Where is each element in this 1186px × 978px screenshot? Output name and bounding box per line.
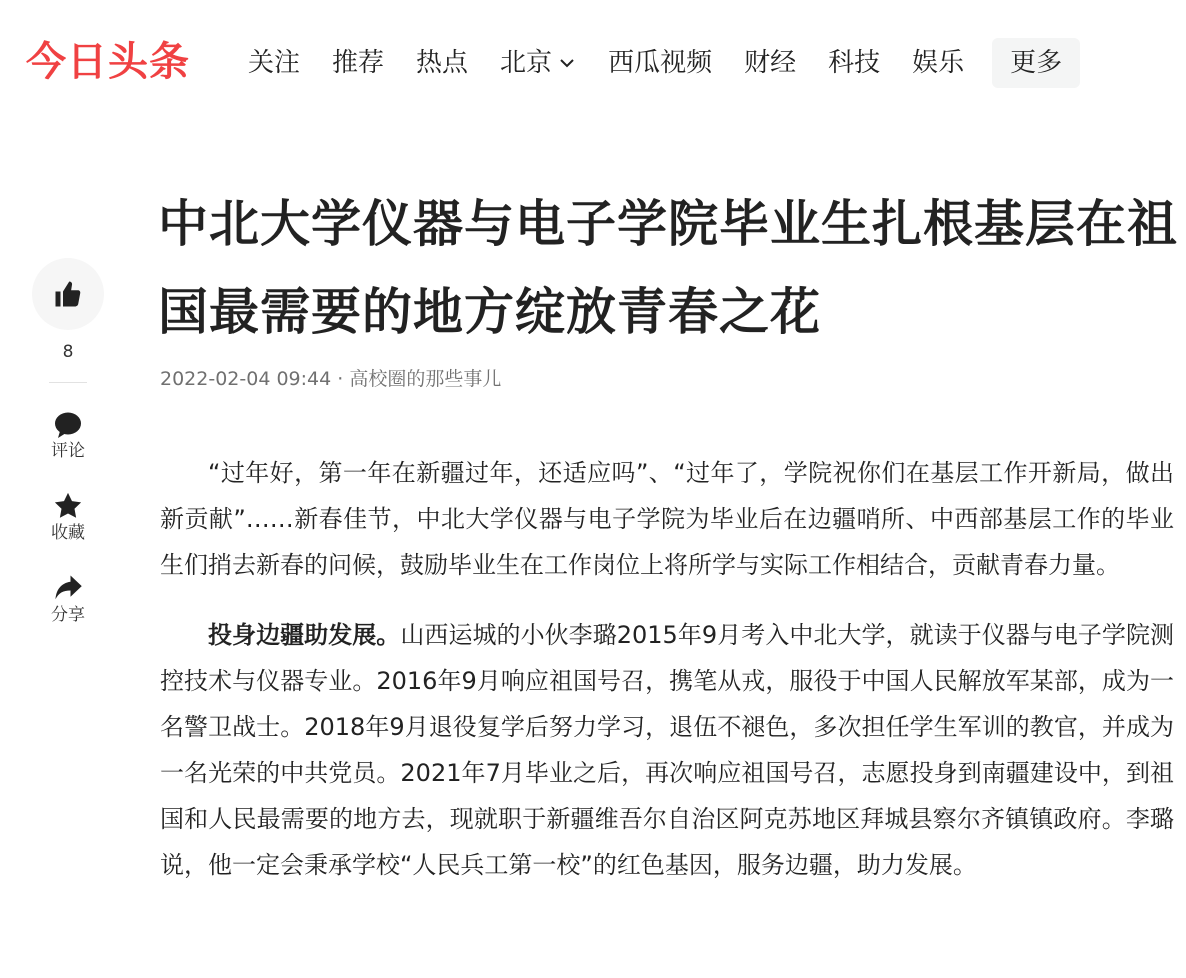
article-title: 中北大学仪器与电子学院毕业生扎根基层在祖国最需要的地方绽放青春之花 (158, 195, 1178, 341)
share-icon (52, 573, 84, 603)
nav-more-button[interactable]: 更多 (992, 38, 1080, 88)
nav-item-entertainment[interactable]: 娱乐 (912, 48, 965, 78)
paragraph-lead: 投身边疆助发展。 (208, 621, 401, 649)
nav-item-hot[interactable]: 热点 (416, 48, 469, 78)
comment-icon (53, 411, 83, 439)
favorite-button[interactable]: 收藏 (51, 491, 85, 543)
toutiao-logo[interactable]: 今日头条 (26, 39, 190, 85)
paragraph-text: 山西运城的小伙李璐2015年9月考入中北大学，就读于仪器与电子学院测控技术与仪器专业。2016年9月响应祖国号召，携笔从戎，服役于中国人民解放军某部，成为一名警卫战士。2018年9月退役复学后努力学习，退伍不褪色，多次担任学生军训的教官，并成为一名光荣的中共党员。2021年7月毕业之后，再次响应祖国号召，志愿投身到南疆建设中，到祖国和人民最需要的地方去，现就职于新疆维吾尔自治区阿克苏地区拜城县察尔齐镇镇政府。李璐说，他一定会秉承学校“人民兵工第一校”的红色基因，服务边疆，助力发展。 (160, 621, 1175, 879)
article-paragraph: “过年好，第一年在新疆过年，还适应吗”、“过年了，学院祝你们在基层工作开新局，做出新贡献”……新春佳节，中北大学仪器与电子学院为毕业后在边疆哨所、中西部基层工作的毕业生们捎去新春的问候，鼓励毕业生在工作岗位上将所学与实际工作相结合，贡献青春力量。 (160, 459, 1174, 579)
channel-nav (232, 38, 1080, 88)
nav-item-follow[interactable]: 关注 (248, 48, 301, 78)
comment-button[interactable]: 评论 (51, 411, 85, 461)
nav-item-recommend[interactable]: 推荐 (332, 48, 385, 78)
thumbs-up-icon (53, 279, 83, 309)
nav-item-finance[interactable]: 财经 (744, 48, 797, 78)
nav-item-xigua-video[interactable]: 西瓜视频 (608, 48, 713, 78)
nav-item-beijing[interactable]: 北京 (484, 38, 592, 88)
top-navigation-bar (0, 0, 1186, 128)
article-meta: 2022-02-04 09:44 · 高校圈的那些事儿 (160, 368, 502, 390)
like-button[interactable] (32, 258, 104, 330)
like-count: 8 (62, 342, 74, 362)
article-action-sidebar (30, 258, 106, 625)
nav-item-tech[interactable]: 科技 (828, 48, 881, 78)
article-paragraph (160, 612, 1174, 888)
share-button[interactable]: 分享 (51, 573, 85, 625)
article-body (160, 450, 1174, 912)
chevron-down-icon (558, 54, 576, 72)
sidebar-divider (49, 382, 87, 383)
star-icon (52, 491, 84, 521)
